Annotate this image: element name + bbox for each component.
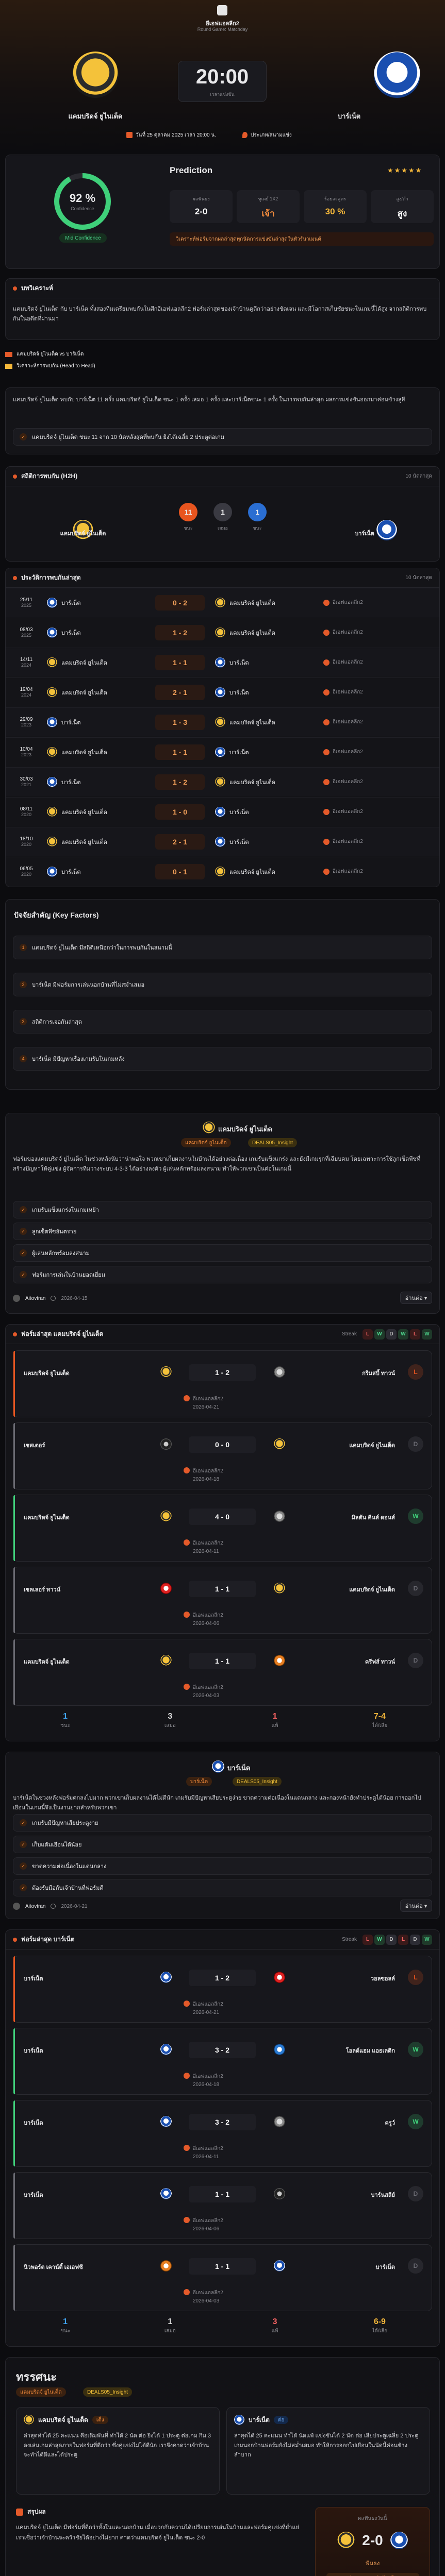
kickoff-label: เวลาแข่งขัน: [210, 92, 235, 97]
away-crest: [215, 687, 225, 698]
check-icon: ✓: [20, 1819, 27, 1826]
score: 1 - 1: [189, 2258, 256, 2275]
h2h-row[interactable]: 25/11 2025 บาร์เน็ต 0 - 2 แคมบริดจ์ ยูไนเต็ด อีเอฟแอลลีก2: [6, 588, 439, 617]
clock-icon: [51, 1904, 56, 1909]
form-stat: 1 ชนะ: [60, 1712, 71, 1728]
check-icon: 3: [20, 1018, 27, 1025]
away-crest: [374, 52, 420, 98]
league-icon: [184, 1467, 190, 1473]
league-icon: [184, 2289, 190, 2295]
last-match-card[interactable]: บาร์เน็ต 3 - 2 โอลด์แฮม แอธเลติก W อีเอฟแอลลีก2 2026-04-18: [13, 2028, 432, 2095]
home-crest: [47, 598, 57, 608]
score: 1 - 0: [155, 804, 205, 820]
verdict-summary: สรุปผล แคมบริดจ์ ยูไนเต็ด มีฟอร์มที่ดีกว่าทั้งในและนอกบ้าน เมื่อบวกกับความได้เปรียบการเล่นในบ้านและฟอร์มคู่แข่งที่ย่ำแย่ เราเชื่อว่าเจ้าบ้านจะคว้าชัยได้อย่างไม่ยาก คาดว่าแคมบริดจ์ ยูไนเต็ด ชนะ 2-0: [16, 2508, 299, 2541]
score: 1 - 1: [189, 1653, 256, 1669]
point-item: ✓ เก็บแต้มเยือนได้น้อย: [13, 1836, 432, 1853]
point-item: ✓ ผู้เล่นหลักพร้อมลงสนาม: [13, 1244, 432, 1262]
home-author: Aitovtran 2026-04-15: [13, 1295, 88, 1302]
prediction-col: ทูเดย์ 1X2 เจ้า: [237, 190, 300, 223]
confidence-tag: Mid Confidence: [59, 233, 107, 243]
score: 0 - 2: [155, 595, 205, 611]
h2h-row[interactable]: 14/11 2024 แคมบริดจ์ ยูไนเต็ด 1 - 1 บาร์เน็ต อีเอฟแอลลีก2: [6, 648, 439, 676]
kickoff-time: 20:00: [195, 65, 249, 88]
score: 1 - 2: [189, 1364, 256, 1381]
away-last-card: ฟอร์มล่าสุด บาร์เน็ต Streak L W D L D W บาร์เน็ต 1 - 2 วอลซอลล์ L อีเอฟแอลลีก2 2026-04-21 บาร์เน็ต 3 - 2 โอลด์แฮม แอธเลติก W อีเอฟแอลลีก2 2026-04-18 บาร์เน็ต 3 - 2 ครูว์ W อีเอฟแอลลีก2 2026-04-11 บาร์เน็ต 1 - 1 บาร์นสลีย์ D อีเอฟแอลลีก2 2026-04-06 นิวพอร์ต เคาน์ตี้ เอเอฟซี 1 - 1 บาร์เน็ต D อีเอฟแอลลีก2 2026-04-03 1 ชนะ 1 เสมอ 3 แพ้ 6-9 ได้/เสีย: [5, 1929, 440, 2347]
h2h-row[interactable]: 30/03 2021 บาร์เน็ต 1 - 2 แคมบริดจ์ ยูไนเต็ด อีเอฟแอลลีก2: [6, 767, 439, 796]
form-stat: 1 แพ้: [271, 1712, 278, 1728]
last-match-card[interactable]: แคมบริดจ์ ยูไนเต็ด 1 - 1 ครีฟส์ ทาวน์ D อีเอฟแอลลีก2 2026-04-03: [13, 1639, 432, 1706]
away-author: Aitovtran 2026-04-21: [13, 1903, 88, 1910]
factor-item: 1 แคมบริดจ์ ยูไนเต็ด มีสถิติเหนือกว่าในการพบกันในสนามนี้: [13, 936, 432, 959]
home-crest: [47, 867, 57, 877]
away-crest: [274, 1438, 285, 1450]
away-crest: [215, 807, 225, 817]
away-analysis-team: บาร์เน็ต: [227, 1764, 251, 1772]
last-match-card[interactable]: บาร์เน็ต 3 - 2 ครูว์ W อีเอฟแอลลีก2 2026-04-11: [13, 2100, 432, 2167]
h2h-row[interactable]: 18/10 2020 แคมบริดจ์ ยูไนเต็ด 2 - 1 บาร์เน็ต อีเอฟแอลลีก2: [6, 827, 439, 856]
h2h-summary-card: สถิติการพบกัน (H2H) 10 นัดล่าสุด แคมบริดจ์ ยูไนเต็ด บาร์เน็ต 11 ชนะ 1 เสมอ 1 ชนะ: [5, 466, 440, 562]
last-match-card[interactable]: บาร์เน็ต 1 - 2 วอลซอลล์ L อีเอฟแอลลีก2 2026-04-21: [13, 1956, 432, 2023]
league-icon: [323, 779, 329, 785]
score: 2 - 1: [155, 834, 205, 850]
home-crest: [160, 1583, 172, 1594]
away-crest: [274, 2188, 285, 2199]
away-crest: [215, 598, 225, 608]
check-icon: ✓: [20, 1249, 27, 1257]
form-badge: W: [398, 1329, 408, 1340]
away-name[interactable]: บาร์เน็ต: [337, 112, 361, 120]
home-analysis-card: แคมบริดจ์ ยูไนเต็ด แคมบริดจ์ ยูไนเต็ด DEALS05_Insight ฟอร์มของแคมบริดจ์ ยูไนเต็ด ในช่วงหลังนับว่าน่าพอใจ พวกเขาเก็บผลงานในบ้านได้อย่างต่อเนื่อง เกมรับแข็งแกร่ง และยังมีเกมรุกที่เฉียบคม โดยเฉพาะการใช้ลูกเซ็ตพีซที่สร้างปัญหาให้คู่แข่ง ผู้จัดการทีมวางระบบ 4-3-3 ได้อย่างลงตัว ผู้เล่นหลักพร้อมลงสนาม ทำให้พวกเขาเป็นต่อในเกมนี้ ✓ เกมรับแข็งแกร่งในเกมเหย้า ✓ ลูกเซ็ตพีซอันตราย ✓ ผู้เล่นหลักพร้อมลงสนาม ✓ ฟอร์มการเล่นในบ้านยอดเยี่ยม Aitovtran 2026-04-15 อ่านต่อ ▾: [5, 1113, 440, 1314]
user-icon: [13, 1295, 20, 1302]
point-item: ✓ ลูกเซ็ตพีซอันตราย: [13, 1223, 432, 1240]
form-badge: D: [386, 1935, 397, 1945]
score: 2 - 1: [155, 685, 205, 700]
verdict-card: ทรรศนะ แคมบริดจ์ ยูไนเต็ด DEALS05_Insight แคมบริดจ์ ยูไนเต็ด เต็ง ล่าสุดทำได้ 25 คะแนน คือเดิมพันที่ ทำได้ 2 นัด ต่อ ยิงได้ 1 ประตู ต่อเกม กิม 3 ลงเล่นเกมล่าสุดภายในฟอร์มที่ดีกว่า ซึ่งคู่แข่งไม่ได้ดีนัก เราจึงคาดว่าเจ้าบ้านจะทำได้ดีและได้ประตู บาร์เน็ต ต่อ ล่าสุดได้ 25 คะแนน ทำได้ นัดแพ้ แข่งขันได้ 2 นัด ต่อ เสียประตูเฉลี่ย 2 ประตู เกมนอกบ้านฟอร์มยังไม่สม่ำเสมอ ทำให้การออกไปเยือนในนัดนี้ค่อนข้างลำบาก สรุปผล แคมบริดจ์ ยูไนเต็ด มีฟอร์มที่ดีกว่าทั้งในและนอกบ้าน เมื่อบวกกับความได้เปรียบการเล่นในบ้านและฟอร์มคู่แข่งที่ย่ำแย่ เราเชื่อว่าเจ้าบ้านจะคว้าชัยได้อย่างไม่ยาก คาดว่าแคมบริดจ์ ยูไนเต็ด ชนะ 2-0 ผลฟันธงวันนี้ 2-0 ฟันธง: [5, 2357, 440, 2576]
check-icon: ✓: [20, 1271, 27, 1278]
last-match-card[interactable]: เซลเลอร์ ทาวน์ 1 - 1 แคมบริดจ์ ยูไนเต็ด D อีเอฟแอลลีก2 2026-04-06: [13, 1567, 432, 1634]
dot-icon: [13, 286, 17, 291]
league-icon: [184, 2145, 190, 2151]
home-read-more-button[interactable]: อ่านต่อ ▾: [400, 1292, 432, 1304]
form-stat: 7-4 ได้/เสีย: [372, 1712, 388, 1728]
score: 1 - 1: [189, 2186, 256, 2202]
form-badge: L: [398, 1935, 408, 1945]
intro-card: [5, 278, 440, 340]
score: 0 - 1: [155, 864, 205, 879]
league-icon: [323, 600, 329, 606]
last-match-card[interactable]: แคมบริดจ์ ยูไนเต็ด 4 - 0 มิลตัน คีนส์ ดอนส์ W อีเอฟแอลลีก2 2026-04-11: [13, 1495, 432, 1562]
score: 3 - 2: [189, 2114, 256, 2130]
home-crest: [47, 777, 57, 787]
home-crest: [160, 2116, 172, 2127]
prediction-col: สูง/ต่ำ สูง: [371, 190, 434, 223]
h2h-headline: แคมบริดจ์ ยูไนเต็ด vs บาร์เน็ต วิเคราะห์การพบกัน (Head to Head): [5, 350, 440, 381]
home-crest: [47, 628, 57, 638]
league-icon: [184, 1395, 190, 1401]
rating-stars: ★★★★★: [387, 166, 423, 174]
user-icon: [13, 1903, 20, 1910]
home-crest: [160, 1511, 172, 1522]
score: 1 - 3: [155, 715, 205, 730]
away-crest: [274, 2116, 285, 2127]
away-crest: [274, 1511, 285, 1522]
form-stat: 1 เสมอ: [164, 2317, 176, 2334]
home-crest: [47, 837, 57, 847]
check-icon: ✓: [20, 1841, 27, 1848]
last-match-card[interactable]: เชสเตอร์ 0 - 0 แคมบริดจ์ ยูไนเต็ด D อีเอฟแอลลีก2 2026-04-18: [13, 1422, 432, 1489]
form-stat: 3 เสมอ: [164, 1712, 176, 1728]
point-item: ✓ ฟอร์มการเล่นในบ้านยอดเยี่ยม: [13, 1266, 432, 1283]
score: 4 - 0: [189, 1509, 256, 1525]
league-icon: [323, 719, 329, 725]
h2h-text-card: [5, 387, 440, 454]
home-analysis-body: ฟอร์มของแคมบริดจ์ ยูไนเต็ด ในช่วงหลังนับว่าน่าพอใจ พวกเขาเก็บผลงานในบ้านได้อย่างต่อเนื่อง เกมรับแข็งแกร่ง และยังมีเกมรุกที่เฉียบคม โดยเฉพาะการใช้ลูกเซ็ตพีซที่สร้างปัญหาให้คู่แข่ง ผู้จัดการทีมวางระบบ 4-3-3 ได้อย่างลงตัว ผู้เล่นหลักพร้อมลงสนาม ทำให้พวกเขาเป็นต่อในเกมนี้: [13, 1156, 421, 1172]
away-read-more-button[interactable]: อ่านต่อ ▾: [400, 1900, 432, 1912]
home-crest: [47, 657, 57, 668]
verdict-away: บาร์เน็ต ต่อ ล่าสุดได้ 25 คะแนน ทำได้ นัดแพ้ แข่งขันได้ 2 นัด ต่อ เสียประตูเฉลี่ย 2 ประตู เกมนอกบ้านฟอร์มยังไม่สม่ำเสมอ ทำให้การออกไปเยือนในนัดนี้ค่อนข้างลำบาก: [226, 2407, 430, 2495]
away-crest: [274, 2260, 285, 2272]
round-label: Round Game: Matchday: [197, 27, 248, 32]
check-icon: [16, 2509, 23, 2516]
factors-title: ปัจจัยสำคัญ (Key Factors): [14, 911, 99, 919]
prediction-title: Prediction: [170, 165, 213, 175]
h2h-list-card: ประวัติการพบกันล่าสุด 10 นัดล่าสุด 25/11 2025 บาร์เน็ต 0 - 2 แคมบริดจ์ ยูไนเต็ด อีเอฟแอลลีก2 08/03 2025 บาร์เน็ต 1 - 2 แคมบริดจ์ ยูไนเต็ด อีเอฟแอลลีก2 14/11 2024 แคมบริดจ์ ยูไนเต็ด 1 - 1 บาร์เน็ต อีเอฟแอลลีก2 19/04 2024 แคมบริดจ์ ยูไนเต็ด 2 - 1 บาร์เน็ต อีเอฟแอลลีก2 29/09 2023 บาร์เน็ต 1 - 3 แคมบริดจ์ ยูไนเต็ด อีเอฟแอลลีก2 10/04 2023 แคมบริดจ์ ยูไนเต็ด 1 - 1 บาร์เน็ต อีเอฟแอลลีก2 30/03 2021 บาร์เน็ต 1 - 2 แคมบริดจ์ ยูไนเต็ด อีเอฟแอลลีก2 08/11 2020 แคมบริดจ์ ยูไนเต็ด 1 - 0 บาร์เน็ต อีเอฟแอลลีก2 18/10 2020 แคมบริดจ์ ยูไนเต็ด 2 - 1 บาร์เน็ต อีเอฟแอลลีก2 06/05 2020 บาร์เน็ต 0 - 1 แคมบริดจ์ ยูไนเต็ด อีเอฟแอลลีก2: [5, 568, 440, 887]
home-crest: [72, 52, 119, 98]
home-name[interactable]: แคมบริดจ์ ยูไนเต็ด: [68, 112, 123, 120]
away-crest: [274, 1366, 285, 1378]
h2h-tip: ✓ แคมบริดจ์ ยูไนเต็ด ชนะ 11 จาก 10 นัดหลังสุดที่พบกัน ยิงได้เฉลี่ย 2 ประตูต่อเกม: [13, 428, 432, 446]
h2h-row[interactable]: 19/04 2024 แคมบริดจ์ ยูไนเต็ด 2 - 1 บาร์เน็ต อีเอฟแอลลีก2: [6, 677, 439, 706]
h2h-row[interactable]: 08/03 2025 บาร์เน็ต 1 - 2 แคมบริดจ์ ยูไนเต็ด อีเอฟแอลลีก2: [6, 618, 439, 647]
time-box: [178, 61, 267, 102]
summary-away-name: บาร์เน็ต: [355, 531, 374, 537]
check-icon: 2: [20, 981, 27, 988]
score: 1 - 1: [189, 1581, 256, 1597]
away-analysis-crest: [212, 1760, 224, 1773]
home-crest: [160, 2260, 172, 2272]
pin-icon: [242, 132, 248, 138]
home-analysis-team: แคมบริดจ์ ยูไนเต็ด: [218, 1125, 272, 1133]
form-badge: D: [410, 1935, 420, 1945]
factor-item: 4 บาร์เน็ต มีปัญหาเรื่องเกมรับในเกมหลัง: [13, 1047, 432, 1071]
verdict-home: แคมบริดจ์ ยูไนเต็ด เต็ง ล่าสุดทำได้ 25 คะแนน คือเดิมพันที่ ทำได้ 2 นัด ต่อ ยิงได้ 1 ประตู ต่อเกม กิม 3 ลงเล่นเกมล่าสุดภายในฟอร์มที่ดีกว่า ซึ่งคู่แข่งไม่ได้ดีนัก เราจึงคาดว่าเจ้าบ้านจะทำได้ดีและได้ประตู: [16, 2407, 220, 2495]
away-crest: [215, 717, 225, 727]
away-analysis-card: บาร์เน็ต บาร์เน็ต DEALS05_Insight บาร์เน็ตในช่วงหลังฟอร์มตกลงไปมาก พวกเขาเก็บผลงานได้ไม่ดีนัก เกมรับมีปัญหาเสียประตูง่าย ขาดความต่อเนื่องในแดนกลาง และกองหน้ายังทำประตูได้น้อย การออกไปเยือนในเกมนี้จึงเป็นงานยากสำหรับพวกเขา ✓ เกมรับมีปัญหาเสียประตูง่าย ✓ เก็บแต้มเยือนได้น้อย ✓ ขาดความต่อเนื่องในแดนกลาง ✓ ต้องรับมือกับเจ้าบ้านที่ฟอร์มดี Aitovtran 2026-04-21 อ่านต่อ ▾: [5, 1752, 440, 1919]
form-badge: L: [362, 1329, 373, 1340]
factor-item: 3 สถิติการเจอกันล่าสุด: [13, 1010, 432, 1033]
home-crest: [47, 687, 57, 698]
verdict-title: ทรรศนะ: [16, 2370, 57, 2383]
score: 1 - 1: [155, 655, 205, 670]
last-match-card[interactable]: บาร์เน็ต 1 - 1 บาร์นสลีย์ D อีเอฟแอลลีก2 2026-04-06: [13, 2172, 432, 2239]
last-match-card[interactable]: แคมบริดจ์ ยูไนเต็ด 1 - 2 กริมสบี้ ทาวน์ L อีเอฟแอลลีก2 2026-04-21: [13, 1350, 432, 1417]
home-crest: [160, 1972, 172, 1983]
form-stat: 6-9 ได้/เสีย: [372, 2317, 388, 2334]
form-badge: L: [410, 1329, 420, 1340]
factor-item: 2 บาร์เน็ต มีฟอร์มการเล่นนอกบ้านที่ไม่สม่ำเสมอ: [13, 973, 432, 996]
check-icon: ✓: [20, 1862, 27, 1870]
home-last-card: ฟอร์มล่าสุด แคมบริดจ์ ยูไนเต็ด Streak L W D W L W แคมบริดจ์ ยูไนเต็ด 1 - 2 กริมสบี้ ทาวน์ L อีเอฟแอลลีก2 2026-04-21 เชสเตอร์ 0 - 0 แคมบริดจ์ ยูไนเต็ด D อีเอฟแอลลีก2 2026-04-18 แคมบริดจ์ ยูไนเต็ด 4 - 0 มิลตัน คีนส์ ดอนส์ W อีเอฟแอลลีก2 2026-04-11 เซลเลอร์ ทาวน์ 1 - 1 แคมบริดจ์ ยูไนเต็ด D อีเอฟแอลลีก2 2026-04-06 แคมบริดจ์ ยูไนเต็ด 1 - 1 ครีฟส์ ทาวน์ D อีเอฟแอลลีก2 2026-04-03 1 ชนะ 3 เสมอ 1 แพ้ 7-4 ได้/เสีย: [5, 1324, 440, 1741]
point-item: ✓ ขาดความต่อเนื่องในแดนกลาง: [13, 1857, 432, 1875]
prediction-card: [5, 155, 440, 269]
check-icon: ✓: [20, 1884, 27, 1891]
home-crest: [160, 1366, 172, 1378]
prediction-col: ผลฟันธง 2-0: [170, 190, 233, 223]
prediction-note: วิเคราะห์ฟอร์มจากผลล่าสุดทุกนัดการแข่งขันล่าสุดในทัวร์นาเมนต์: [170, 232, 434, 246]
home-crest: [47, 717, 57, 727]
league-icon: [184, 1539, 190, 1546]
away-crest: [215, 867, 225, 877]
final-pick-box: ผลฟันธงวันนี้ 2-0 ฟันธง: [315, 2507, 430, 2576]
h2h-row[interactable]: 08/11 2020 แคมบริดจ์ ยูไนเต็ด 1 - 0 บาร์เน็ต อีเอฟแอลลีก2: [6, 797, 439, 826]
league-icon: [323, 839, 329, 845]
league-icon: [323, 630, 329, 636]
away-crest: [215, 777, 225, 787]
h2h-row[interactable]: 06/05 2020 บาร์เน็ต 0 - 1 แคมบริดจ์ ยูไนเต็ด อีเอฟแอลลีก2: [6, 857, 439, 886]
league-icon: [323, 749, 329, 755]
home-crest: [160, 2188, 172, 2199]
point-item: ✓ เกมรับมีปัญหาเสียประตูง่าย: [13, 1814, 432, 1832]
h2h-body: แคมบริดจ์ ยูไนเต็ด พบกับ บาร์เน็ต 11 ครั้ง แคมบริดจ์ ยูไนเต็ด ชนะ 1 ครั้ง เสมอ 1 ครั้ง และบาร์เน็ตชนะ 1 ครั้ง ในการพบกันล่าสุด ผลการแข่งขันออกมาค่อนข้างสูสี: [13, 397, 405, 403]
summary-counts: 11 ชนะ 1 เสมอ 1 ชนะ: [179, 503, 267, 534]
home-crest: [47, 747, 57, 757]
home-analysis-crest: [203, 1122, 215, 1134]
check-icon: ✓: [20, 1206, 27, 1213]
form-badge: W: [374, 1329, 385, 1340]
score: 1 - 2: [155, 625, 205, 640]
check-icon: 1: [20, 944, 27, 951]
intro-title: บทวิเคราะห์: [21, 284, 53, 292]
away-crest: [274, 1655, 285, 1666]
home-crest: [160, 1438, 172, 1450]
form-badge: W: [422, 1935, 432, 1945]
away-analysis-body: บาร์เน็ตในช่วงหลังฟอร์มตกลงไปมาก พวกเขาเก็บผลงานได้ไม่ดีนัก เกมรับมีปัญหาเสียประตูง่าย ขาดความต่อเนื่องในแดนกลาง และกองหน้ายังทำประตูได้น้อย การออกไปเยือนในเกมนี้จึงเป็นงานยากสำหรับพวกเขา: [13, 1795, 421, 1811]
away-crest: [274, 1583, 285, 1594]
away-crest: [215, 837, 225, 847]
factors-card: [5, 899, 440, 1090]
home-crest: [160, 1655, 172, 1666]
clock-icon: [51, 1296, 56, 1301]
point-item: ✓ เกมรับแข็งแกร่งในเกมเหย้า: [13, 1201, 432, 1218]
league-icon: [184, 1684, 190, 1690]
form-badge: W: [374, 1935, 385, 1945]
h2h-row[interactable]: 10/04 2023 แคมบริดจ์ ยูไนเต็ด 1 - 1 บาร์เน็ต อีเอฟแอลลีก2: [6, 737, 439, 766]
confidence-percent: 92 %: [69, 192, 96, 205]
check-icon: 4: [20, 1055, 27, 1062]
check-icon: ✓: [20, 1228, 27, 1235]
league-icon: [323, 689, 329, 696]
league-icon: [184, 1612, 190, 1618]
confidence-ring: 92 % Confidence: [54, 173, 111, 230]
prediction-grid: [170, 190, 434, 223]
league-icon: [323, 869, 329, 875]
summary-home-name: แคมบริดจ์ ยูไนเต็ด: [60, 531, 106, 537]
league-icon: [184, 2001, 190, 2007]
score: 1 - 2: [189, 1970, 256, 1986]
calendar-icon: [126, 132, 133, 138]
away-crest: [215, 747, 225, 757]
league-icon: [323, 809, 329, 815]
flag-icon: [5, 364, 12, 369]
h2h-row[interactable]: 29/09 2023 บาร์เน็ต 1 - 3 แคมบริดจ์ ยูไนเต็ด อีเอฟแอลลีก2: [6, 707, 439, 736]
intro-body: แคมบริดจ์ ยูไนเต็ด กับ บาร์เน็ต ทั้งสองทีมเตรียมพบกันในศึกอีเอฟแอลลีก2 ฟอร์มล่าสุดของเจ้าบ้านดูดีกว่าอย่างชัดเจน และมีโอกาสเก็บชัยชนะในเกมนี้ได้สูง จากสถิติการพบกันในอดีตที่ผ่านมา: [13, 306, 427, 322]
league-logo: [217, 5, 227, 15]
form-stat: 3 แพ้: [271, 2317, 278, 2334]
away-crest: [274, 1972, 285, 1983]
hero: [0, 0, 445, 155]
league-name: อีเอฟแอลลีก2: [206, 21, 239, 27]
last-match-card[interactable]: นิวพอร์ต เคาน์ตี้ เอเอฟซี 1 - 1 บาร์เน็ต D อีเอฟแอลลีก2 2026-04-03: [13, 2244, 432, 2311]
venue-info: ประเภท/สนามแข่ง: [242, 130, 345, 140]
league-icon: [323, 659, 329, 666]
score: 3 - 2: [189, 2042, 256, 2058]
form-badge: W: [422, 1329, 432, 1340]
check-icon: ✓: [20, 433, 27, 440]
away-crest: [215, 657, 225, 668]
date-info: วันที่ 25 ตุลาคม 2025 เวลา 20:00 น.: [126, 130, 229, 140]
score: 1 - 2: [155, 774, 205, 790]
league-icon: [184, 2217, 190, 2223]
flag-icon: [5, 352, 12, 357]
league-icon: [184, 2073, 190, 2079]
form-badge: L: [362, 1935, 373, 1945]
home-crest: [160, 2044, 172, 2055]
score: 1 - 1: [155, 744, 205, 760]
prediction-col: ร้อยละสูตร 30 %: [304, 190, 367, 223]
form-badge: D: [386, 1329, 397, 1340]
form-stat: 1 ชนะ: [60, 2317, 71, 2334]
home-crest: [47, 807, 57, 817]
away-crest: [215, 628, 225, 638]
point-item: ✓ ต้องรับมือกับเจ้าบ้านที่ฟอร์มดี: [13, 1879, 432, 1896]
away-crest: [274, 2044, 285, 2055]
score: 0 - 0: [189, 1436, 256, 1453]
